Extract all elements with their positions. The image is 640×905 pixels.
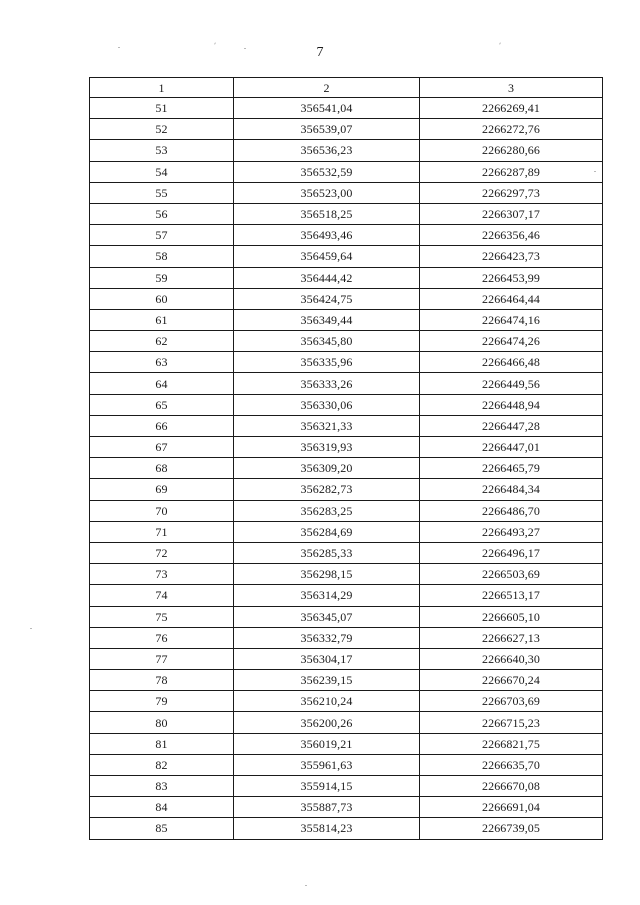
table-row: [90, 542, 603, 563]
table-row: [90, 331, 603, 352]
point-number-cell: 79: [90, 691, 234, 712]
x-coordinate-cell: 356345,80: [234, 331, 420, 352]
column-header-2: 2: [234, 78, 420, 98]
point-number-cell: 66: [90, 415, 234, 436]
table-row: [90, 500, 603, 521]
table-row: [90, 203, 603, 224]
x-coordinate-cell: 355814,23: [234, 818, 420, 839]
table-row: [90, 670, 603, 691]
y-coordinate-cell: 2266503,69: [420, 564, 603, 585]
table-row: [90, 479, 603, 500]
x-coordinate-cell: 356532,59: [234, 161, 420, 182]
point-number-cell: 62: [90, 331, 234, 352]
point-number-cell: 65: [90, 394, 234, 415]
y-coordinate-cell: 2266280,66: [420, 140, 603, 161]
point-number-cell: 55: [90, 182, 234, 203]
point-number-cell: 67: [90, 437, 234, 458]
x-coordinate-cell: 356210,24: [234, 691, 420, 712]
point-number-cell: 76: [90, 627, 234, 648]
x-coordinate-cell: 356284,69: [234, 521, 420, 542]
table-row: [90, 585, 603, 606]
scan-speck: [30, 628, 32, 629]
x-coordinate-cell: 356493,46: [234, 225, 420, 246]
point-number-cell: 83: [90, 776, 234, 797]
table-row: [90, 373, 603, 394]
y-coordinate-cell: 2266474,26: [420, 331, 603, 352]
table-row: [90, 564, 603, 585]
x-coordinate-cell: 356536,23: [234, 140, 420, 161]
y-coordinate-cell: 2266356,46: [420, 225, 603, 246]
table-row: [90, 733, 603, 754]
y-coordinate-cell: 2266627,13: [420, 627, 603, 648]
y-coordinate-cell: 2266447,28: [420, 415, 603, 436]
x-coordinate-cell: 356282,73: [234, 479, 420, 500]
x-coordinate-cell: 355961,63: [234, 754, 420, 775]
y-coordinate-cell: 2266307,17: [420, 203, 603, 224]
y-coordinate-cell: 2266513,17: [420, 585, 603, 606]
point-number-cell: 78: [90, 670, 234, 691]
point-number-cell: 80: [90, 712, 234, 733]
x-coordinate-cell: 356309,20: [234, 458, 420, 479]
table-row: [90, 309, 603, 330]
table-row: [90, 161, 603, 182]
table-row: [90, 521, 603, 542]
table-row: [90, 776, 603, 797]
y-coordinate-cell: 2266670,24: [420, 670, 603, 691]
point-number-cell: 54: [90, 161, 234, 182]
table-row: [90, 797, 603, 818]
table-row: [90, 267, 603, 288]
y-coordinate-cell: 2266496,17: [420, 542, 603, 563]
x-coordinate-cell: 356332,79: [234, 627, 420, 648]
y-coordinate-cell: 2266464,44: [420, 288, 603, 309]
y-coordinate-cell: 2266715,23: [420, 712, 603, 733]
table-row: [90, 225, 603, 246]
y-coordinate-cell: 2266297,73: [420, 182, 603, 203]
y-coordinate-cell: 2266484,34: [420, 479, 603, 500]
x-coordinate-cell: 356541,04: [234, 98, 420, 119]
point-number-cell: 61: [90, 309, 234, 330]
table-row: [90, 627, 603, 648]
x-coordinate-cell: 356239,15: [234, 670, 420, 691]
table-row: [90, 288, 603, 309]
x-coordinate-cell: 356523,00: [234, 182, 420, 203]
y-coordinate-cell: 2266287,89: [420, 161, 603, 182]
page-number: 7: [316, 45, 324, 60]
x-coordinate-cell: 356304,17: [234, 648, 420, 669]
point-number-cell: 60: [90, 288, 234, 309]
point-number-cell: 51: [90, 98, 234, 119]
scan-speck: [305, 885, 307, 886]
point-number-cell: 69: [90, 479, 234, 500]
x-coordinate-cell: 356321,33: [234, 415, 420, 436]
y-coordinate-cell: 2266474,16: [420, 309, 603, 330]
coordinates-table: [89, 77, 603, 840]
table-row: [90, 415, 603, 436]
x-coordinate-cell: 356314,29: [234, 585, 420, 606]
table-row: [90, 352, 603, 373]
x-coordinate-cell: 356298,15: [234, 564, 420, 585]
x-coordinate-cell: 356424,75: [234, 288, 420, 309]
x-coordinate-cell: 356518,25: [234, 203, 420, 224]
point-number-cell: 59: [90, 267, 234, 288]
x-coordinate-cell: 356345,07: [234, 606, 420, 627]
table-row: [90, 394, 603, 415]
y-coordinate-cell: 2266423,73: [420, 246, 603, 267]
table-row: [90, 437, 603, 458]
y-coordinate-cell: 2266447,01: [420, 437, 603, 458]
point-number-cell: 68: [90, 458, 234, 479]
point-number-cell: 82: [90, 754, 234, 775]
x-coordinate-cell: 356333,26: [234, 373, 420, 394]
header-row: [90, 78, 603, 98]
x-coordinate-cell: 356285,33: [234, 542, 420, 563]
table-row: [90, 140, 603, 161]
x-coordinate-cell: 356349,44: [234, 309, 420, 330]
table-row: [90, 119, 603, 140]
y-coordinate-cell: 2266691,04: [420, 797, 603, 818]
y-coordinate-cell: 2266821,75: [420, 733, 603, 754]
table-row: [90, 712, 603, 733]
point-number-cell: 71: [90, 521, 234, 542]
x-coordinate-cell: 355887,73: [234, 797, 420, 818]
y-coordinate-cell: 2266453,99: [420, 267, 603, 288]
x-coordinate-cell: 356335,96: [234, 352, 420, 373]
table-row: [90, 606, 603, 627]
table-row: [90, 182, 603, 203]
y-coordinate-cell: 2266466,48: [420, 352, 603, 373]
point-number-cell: 81: [90, 733, 234, 754]
y-coordinate-cell: 2266640,30: [420, 648, 603, 669]
table-header: [90, 78, 603, 98]
column-header-1: 1: [90, 78, 234, 98]
x-coordinate-cell: 356539,07: [234, 119, 420, 140]
y-coordinate-cell: 2266670,08: [420, 776, 603, 797]
point-number-cell: 77: [90, 648, 234, 669]
x-coordinate-cell: 356319,93: [234, 437, 420, 458]
point-number-cell: 63: [90, 352, 234, 373]
y-coordinate-cell: 2266448,94: [420, 394, 603, 415]
point-number-cell: 73: [90, 564, 234, 585]
y-coordinate-cell: 2266449,56: [420, 373, 603, 394]
point-number-cell: 74: [90, 585, 234, 606]
x-coordinate-cell: 356200,26: [234, 712, 420, 733]
point-number-cell: 57: [90, 225, 234, 246]
x-coordinate-cell: 356330,06: [234, 394, 420, 415]
x-coordinate-cell: 356283,25: [234, 500, 420, 521]
y-coordinate-cell: 2266703,69: [420, 691, 603, 712]
y-coordinate-cell: 2266605,10: [420, 606, 603, 627]
table-row: [90, 98, 603, 119]
table-body: [90, 98, 603, 840]
point-number-cell: 64: [90, 373, 234, 394]
point-number-cell: 53: [90, 140, 234, 161]
point-number-cell: 56: [90, 203, 234, 224]
y-coordinate-cell: 2266739,05: [420, 818, 603, 839]
table-row: [90, 648, 603, 669]
point-number-cell: 84: [90, 797, 234, 818]
table-row: [90, 691, 603, 712]
y-coordinate-cell: 2266486,70: [420, 500, 603, 521]
table-row: [90, 818, 603, 839]
point-number-cell: 72: [90, 542, 234, 563]
y-coordinate-cell: 2266635,70: [420, 754, 603, 775]
table-row: [90, 246, 603, 267]
y-coordinate-cell: 2266269,41: [420, 98, 603, 119]
y-coordinate-cell: 2266493,27: [420, 521, 603, 542]
point-number-cell: 70: [90, 500, 234, 521]
point-number-cell: 52: [90, 119, 234, 140]
table-row: [90, 458, 603, 479]
table-row: [90, 754, 603, 775]
y-coordinate-cell: 2266272,76: [420, 119, 603, 140]
y-coordinate-cell: 2266465,79: [420, 458, 603, 479]
x-coordinate-cell: 356459,64: [234, 246, 420, 267]
point-number-cell: 85: [90, 818, 234, 839]
point-number-cell: 58: [90, 246, 234, 267]
x-coordinate-cell: 356444,42: [234, 267, 420, 288]
column-header-3: 3: [420, 78, 603, 98]
x-coordinate-cell: 356019,21: [234, 733, 420, 754]
point-number-cell: 75: [90, 606, 234, 627]
x-coordinate-cell: 355914,15: [234, 776, 420, 797]
